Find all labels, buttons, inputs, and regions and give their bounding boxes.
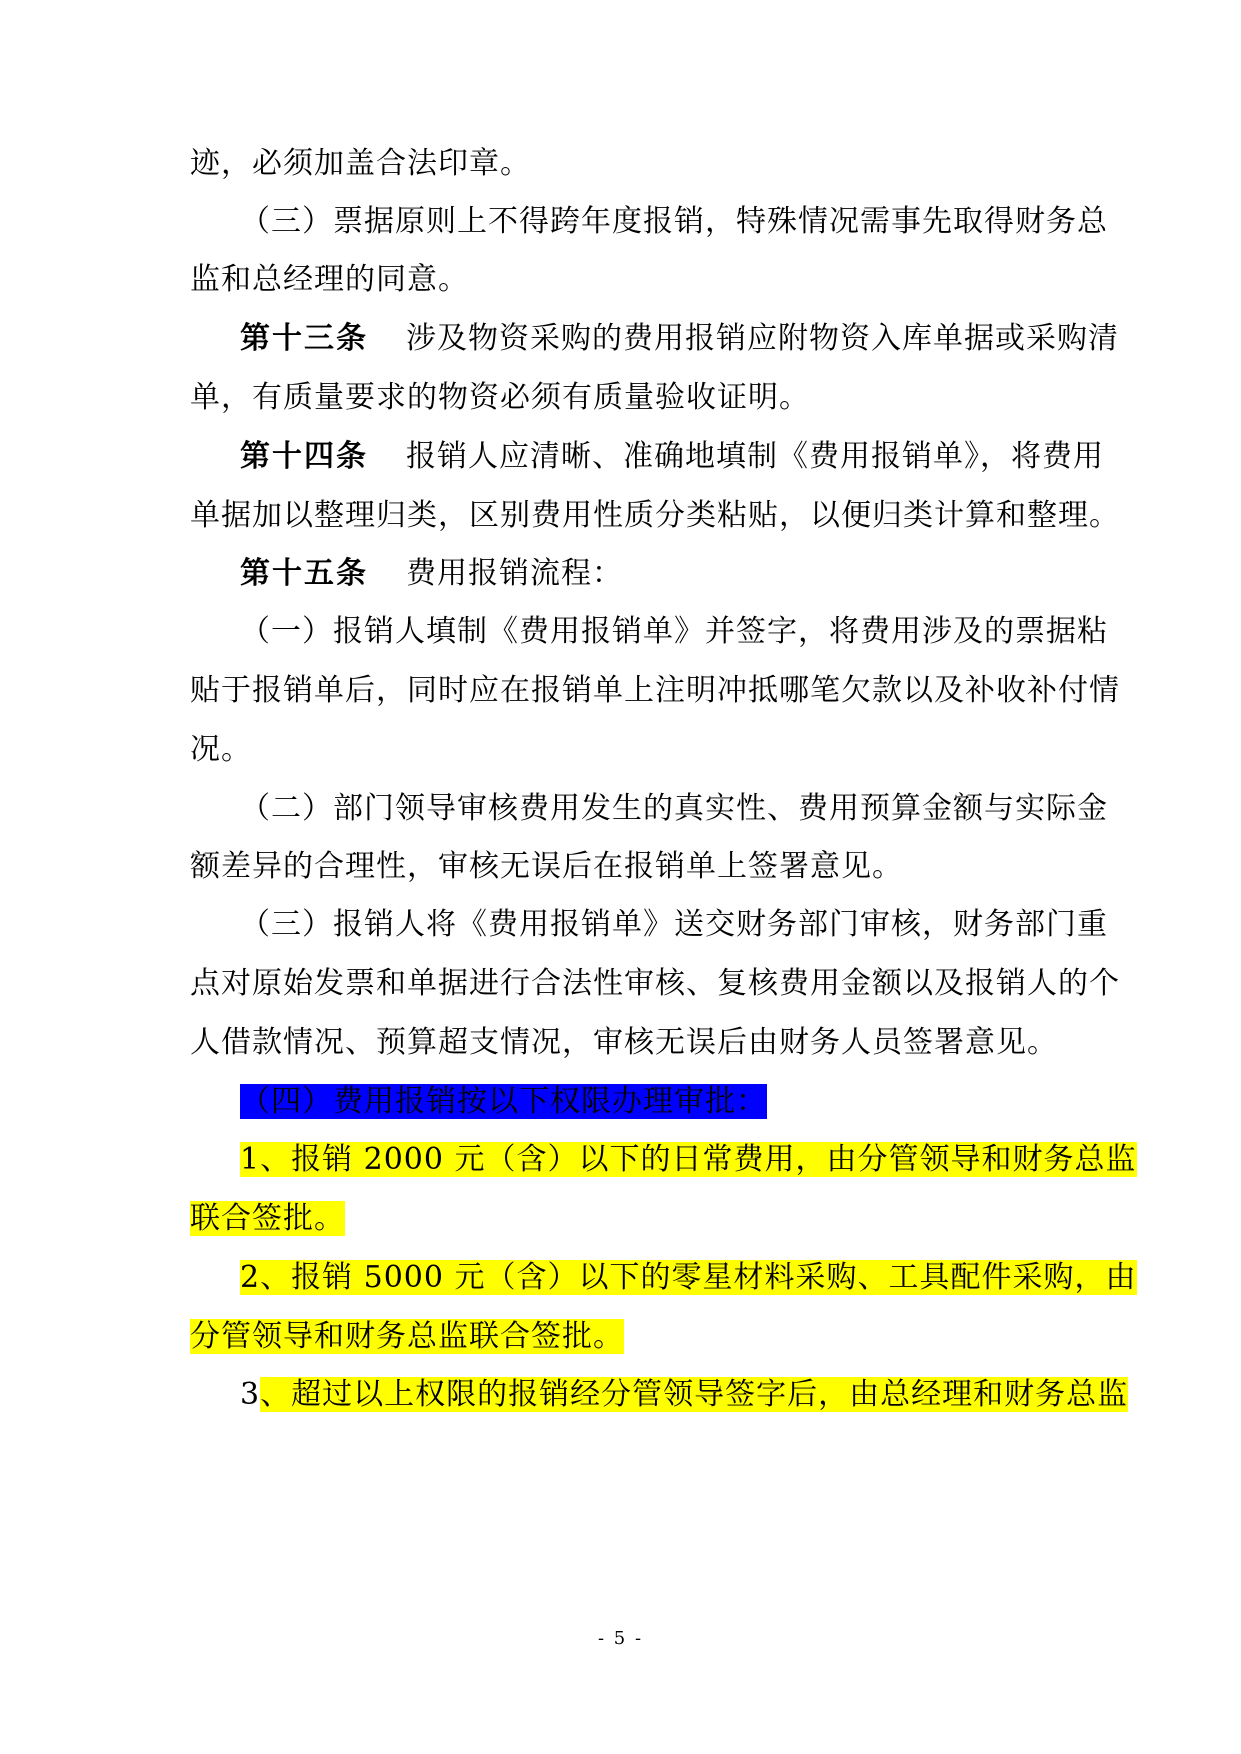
paragraph-line	[190, 143, 1070, 185]
highlighted-line	[190, 1316, 1070, 1358]
line-text: 额差异的合理性，审核无误后在报销单上签署意见。	[190, 849, 903, 884]
paragraph-line	[190, 259, 1070, 301]
paragraph-line	[240, 788, 1108, 830]
line-text: 贴于报销单后，同时应在报销单上注明冲抵哪笔欠款以及补收补付情	[190, 673, 1120, 708]
article-13-line	[240, 318, 1119, 360]
highlighted-heading-line	[240, 1081, 1070, 1123]
article-heading: 第十三条	[240, 321, 368, 356]
line-text: 单，有质量要求的物资必须有质量验收证明。	[190, 380, 810, 415]
yellow-highlight: 、超过以上权限的报销经分管领导签字后，由总经理和财务总监	[260, 1377, 1129, 1412]
line-text: 人借款情况、预算超支情况，审核无误后由财务人员签署意见。	[190, 1025, 1058, 1060]
paragraph-line	[190, 377, 1070, 419]
yellow-highlight: 联合签批。	[190, 1201, 345, 1236]
line-text: （三）票据原则上不得跨年度报销，特殊情况需事先取得财务总	[240, 204, 1108, 239]
article-14-line	[240, 436, 1104, 478]
article-heading: 第十五条	[240, 556, 368, 591]
paragraph-line	[190, 963, 1120, 1005]
paragraph-line	[240, 904, 1108, 946]
line-text: （三）报销人将《费用报销单》送交财务部门审核，财务部门重	[240, 907, 1108, 942]
highlighted-line	[240, 1139, 1137, 1181]
yellow-highlight: 1、报销 2000 元（含）以下的日常费用，由分管领导和财务总监	[240, 1142, 1137, 1177]
paragraph-line	[190, 670, 1120, 712]
line-text: 涉及物资采购的费用报销应附物资入库单据或采购清	[406, 321, 1119, 356]
article-15-line	[240, 553, 1070, 595]
article-heading: 第十四条	[240, 439, 368, 474]
highlighted-line	[190, 1198, 1070, 1240]
line-text: 况。	[190, 732, 252, 767]
line-text: 单据加以整理归类，区别费用性质分类粘贴，以便归类计算和整理。	[190, 498, 1120, 533]
line-text: 点对原始发票和单据进行合法性审核、复核费用金额以及报销人的个	[190, 966, 1120, 1001]
paragraph-line	[240, 611, 1108, 653]
page-number: - 5 -	[597, 1628, 644, 1649]
paragraph-line	[190, 1022, 1070, 1064]
line-text: 费用报销流程：	[406, 556, 623, 591]
yellow-highlight: 2、报销 5000 元（含）以下的零星材料采购、工具配件采购，由	[240, 1260, 1137, 1295]
highlighted-line	[240, 1374, 1129, 1416]
blue-highlight: （四）费用报销按以下权限办理审批：	[240, 1084, 767, 1119]
yellow-highlight: 分管领导和财务总监联合签批。	[190, 1319, 624, 1354]
highlighted-line	[240, 1257, 1137, 1299]
line-text: 监和总经理的同意。	[190, 262, 469, 297]
line-text: 迹，必须加盖合法印章。	[190, 146, 531, 181]
line-text: （一）报销人填制《费用报销单》并签字，将费用涉及的票据粘	[240, 614, 1108, 649]
paragraph-line	[190, 729, 1070, 771]
line-text: （二）部门领导审核费用发生的真实性、费用预算金额与实际金	[240, 791, 1108, 826]
list-number: 3	[240, 1377, 261, 1412]
line-text: 报销人应清晰、准确地填制《费用报销单》，将费用	[406, 439, 1104, 474]
paragraph-line	[190, 495, 1120, 537]
paragraph-line	[240, 201, 1108, 243]
paragraph-line	[190, 846, 1070, 888]
